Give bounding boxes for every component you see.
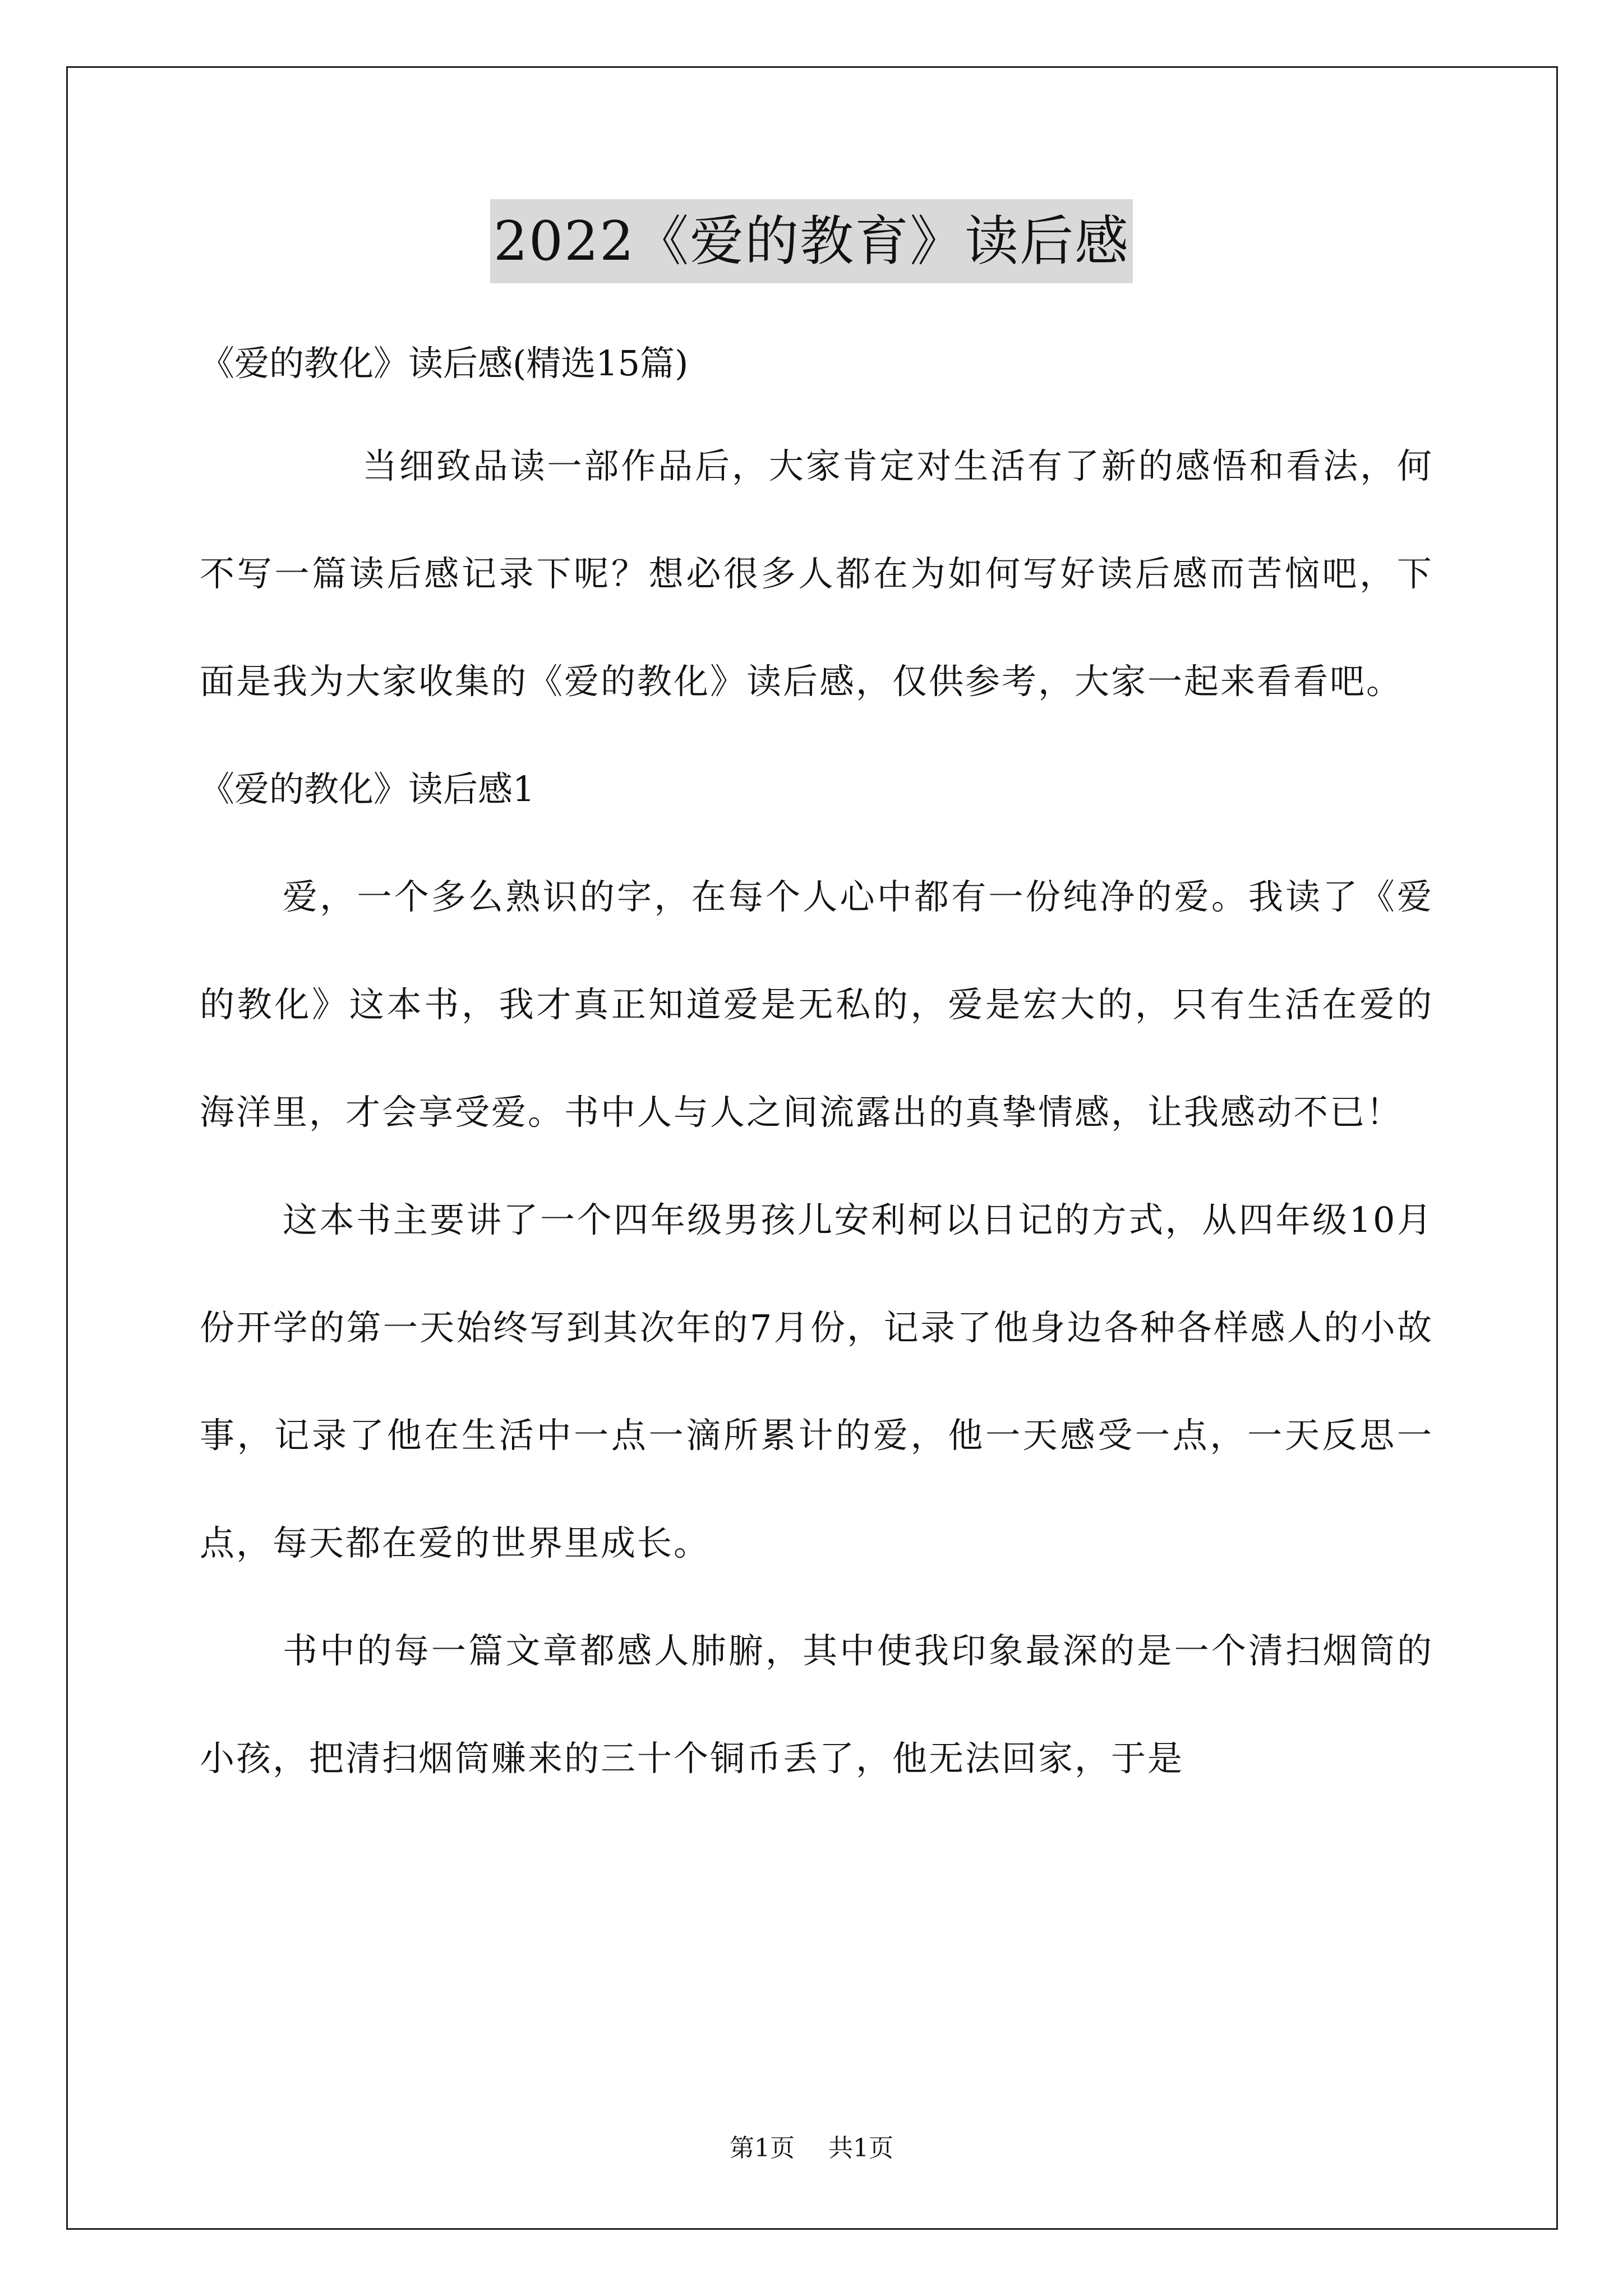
document-body	[200, 314, 1433, 1812]
section-heading: 《爱的教化》读后感1	[200, 769, 535, 809]
page-footer	[0, 2132, 1623, 2165]
subtitle: 《爱的教化》读后感(精选15篇)	[200, 343, 689, 384]
document-title: 2022《爱的教育》读后感	[490, 199, 1133, 283]
intro-paragraph: 当细致品读一部作品后，大家肯定对生活有了新的感悟和看法，何不写一篇读后感记录下呢？想必很多人都在为如何写好读后感而苦恼吧，下面是我为大家收集的《爱的教化》读后感，仅供参考，大家一起来看看吧。	[200, 445, 1433, 702]
body-paragraph-3: 书中的每一篇文章都感人肺腑，其中使我印象最深的是一个清扫烟筒的小孩，把清扫烟筒赚来的三十个铜币丢了，他无法回家，于是	[200, 1630, 1433, 1779]
body-paragraph-2: 这本书主要讲了一个四年级男孩儿安利柯以日记的方式，从四年级10月份开学的第一天始终写到其次年的7月份，记录了他身边各种各样感人的小故事，记录了他在生活中一点一滴所累计的爱，他一天感受一点，一天反思一点，每天都在爱的世界里成长。	[200, 1199, 1433, 1563]
page-number: 第1页	[730, 2134, 795, 2162]
body-paragraph-1: 爱，一个多么熟识的字，在每个人心中都有一份纯净的爱。我读了《爱的教化》这本书，我才真正知道爱是无私的，爱是宏大的，只有生活在爱的海洋里，才会享受爱。书中人与人之间流露出的真挚情感，让我感动不已！	[200, 876, 1433, 1133]
page-total: 共1页	[828, 2134, 893, 2162]
title-container	[0, 199, 1623, 283]
